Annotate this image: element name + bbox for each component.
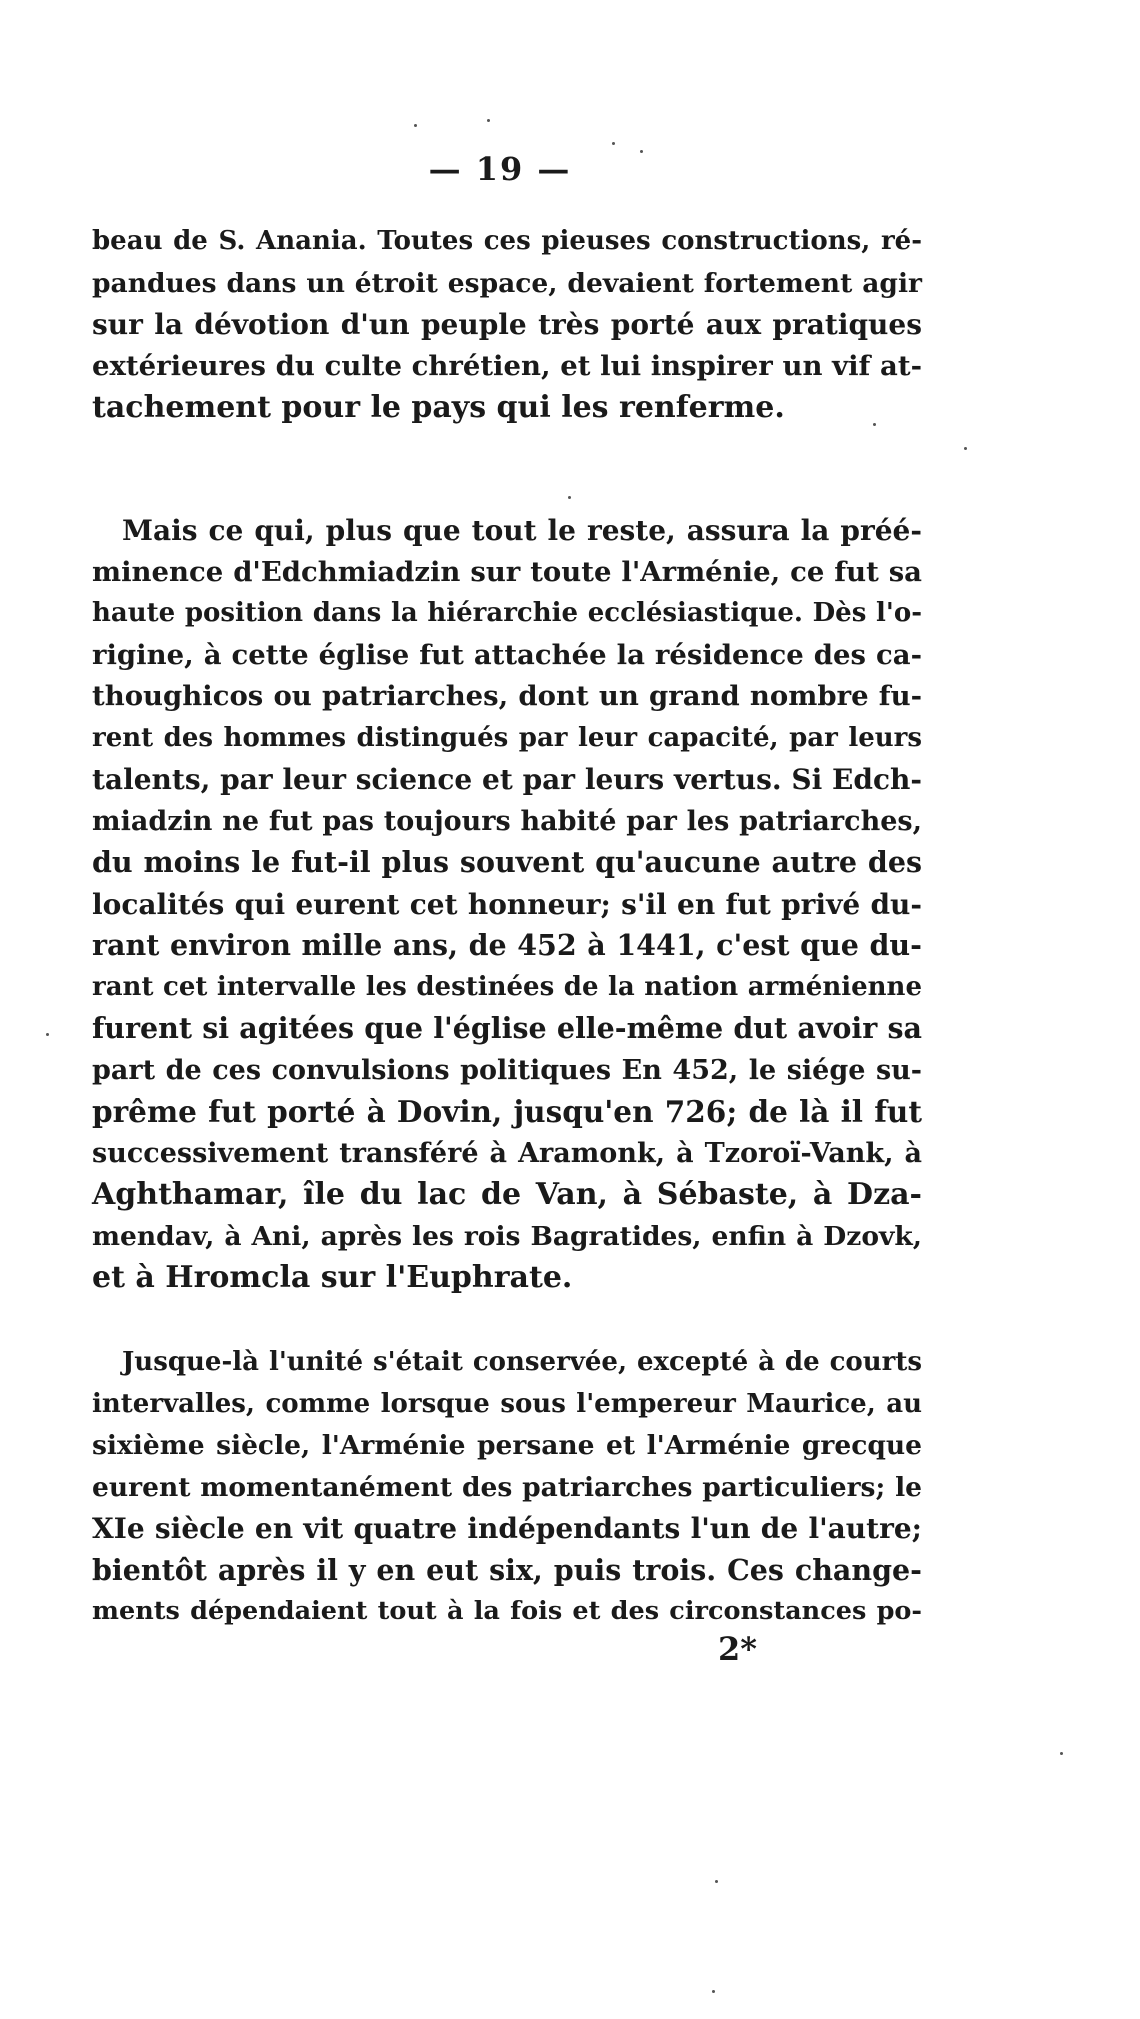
text-line: du moins le fut-il plus souvent qu'aucune autre des bbox=[92, 845, 922, 879]
print-speck bbox=[46, 1033, 49, 1036]
text-line: rigine, à cette église fut attachée la résidence des ca- bbox=[92, 638, 922, 671]
text-line: tachement pour le pays qui les renferme. bbox=[92, 390, 785, 425]
paragraph-3 bbox=[92, 1342, 922, 1633]
text-line: Jusque-là l'unité s'était conservée, excepté à de courts bbox=[122, 1347, 922, 1377]
text-line: beau de S. Anania. Toutes ces pieuses constructions, ré- bbox=[92, 226, 922, 256]
text-line: thoughicos ou patriarches, dont un grand nombre fu- bbox=[92, 680, 922, 712]
print-speck bbox=[612, 142, 615, 145]
print-speck bbox=[414, 124, 417, 127]
text-line: mendav, à Ani, après les rois Bagratides, enfin à Dzovk, bbox=[92, 1220, 922, 1252]
text-line: Mais ce qui, plus que tout le reste, assura la préé- bbox=[122, 514, 922, 547]
text-line: rant cet intervalle les destinées de la nation arménienne bbox=[92, 971, 922, 1002]
print-speck bbox=[1060, 1752, 1063, 1755]
text-line: sur la dévotion d'un peuple très porté aux pratiques bbox=[92, 308, 922, 341]
text-line: part de ces convulsions politiques En 452, le siége su- bbox=[92, 1054, 922, 1086]
text-line: furent si agitées que l'église elle-même dut avoir sa bbox=[92, 1011, 922, 1045]
paragraph-1 bbox=[92, 221, 922, 429]
print-speck bbox=[568, 496, 571, 499]
text-line: talents, par leur science et par leurs vertus. Si Edch- bbox=[92, 763, 922, 796]
printer-signature-mark: 2* bbox=[718, 1630, 757, 1668]
text-line: minence d'Edchmiadzin sur toute l'Arménie, ce fut sa bbox=[92, 555, 922, 588]
text-line: pandues dans un étroit espace, devaient fortement agir bbox=[92, 267, 922, 299]
text-line: localités qui eurent cet honneur; s'il en fut privé du- bbox=[92, 887, 922, 921]
text-line: miadzin ne fut pas toujours habité par les patriarches, bbox=[92, 805, 922, 837]
text-line: sixième siècle, l'Arménie persane et l'Arménie grecque bbox=[92, 1430, 922, 1461]
print-speck bbox=[964, 447, 967, 450]
text-line: intervalles, comme lorsque sous l'empereur Maurice, au bbox=[92, 1388, 922, 1419]
text-line: XIe siècle en vit quatre indépendants l'un de l'autre; bbox=[92, 1512, 922, 1545]
page-number-header: — 19 — bbox=[428, 150, 572, 188]
print-speck bbox=[715, 1880, 718, 1883]
text-line: haute position dans la hiérarchie ecclésiastique. Dès l'o- bbox=[92, 598, 922, 628]
text-line: bientôt après il y en eut six, puis trois. Ces change- bbox=[92, 1552, 922, 1587]
print-speck bbox=[712, 1990, 715, 1993]
print-speck bbox=[487, 119, 490, 122]
text-line: ments dépendaient tout à la fois et des circonstances po- bbox=[92, 1596, 922, 1626]
text-line: eurent momentanément des patriarches particuliers; le bbox=[92, 1471, 922, 1503]
text-line: rant environ mille ans, de 452 à 1441, c'est que du- bbox=[92, 928, 922, 962]
text-line: prême fut porté à Dovin, jusqu'en 726; de là il fut bbox=[92, 1094, 922, 1129]
paragraph-2 bbox=[92, 510, 922, 1299]
text-line: Aghthamar, île du lac de Van, à Sébaste, à Dza- bbox=[92, 1177, 922, 1212]
text-line: et à Hromcla sur l'Euphrate. bbox=[92, 1260, 573, 1295]
text-line: successivement transféré à Aramonk, à Tzoroï-Vank, à bbox=[92, 1137, 922, 1169]
text-line: extérieures du culte chrétien, et lui inspirer un vif at- bbox=[92, 349, 922, 382]
text-line: rent des hommes distingués par leur capacité, par leurs bbox=[92, 722, 922, 753]
